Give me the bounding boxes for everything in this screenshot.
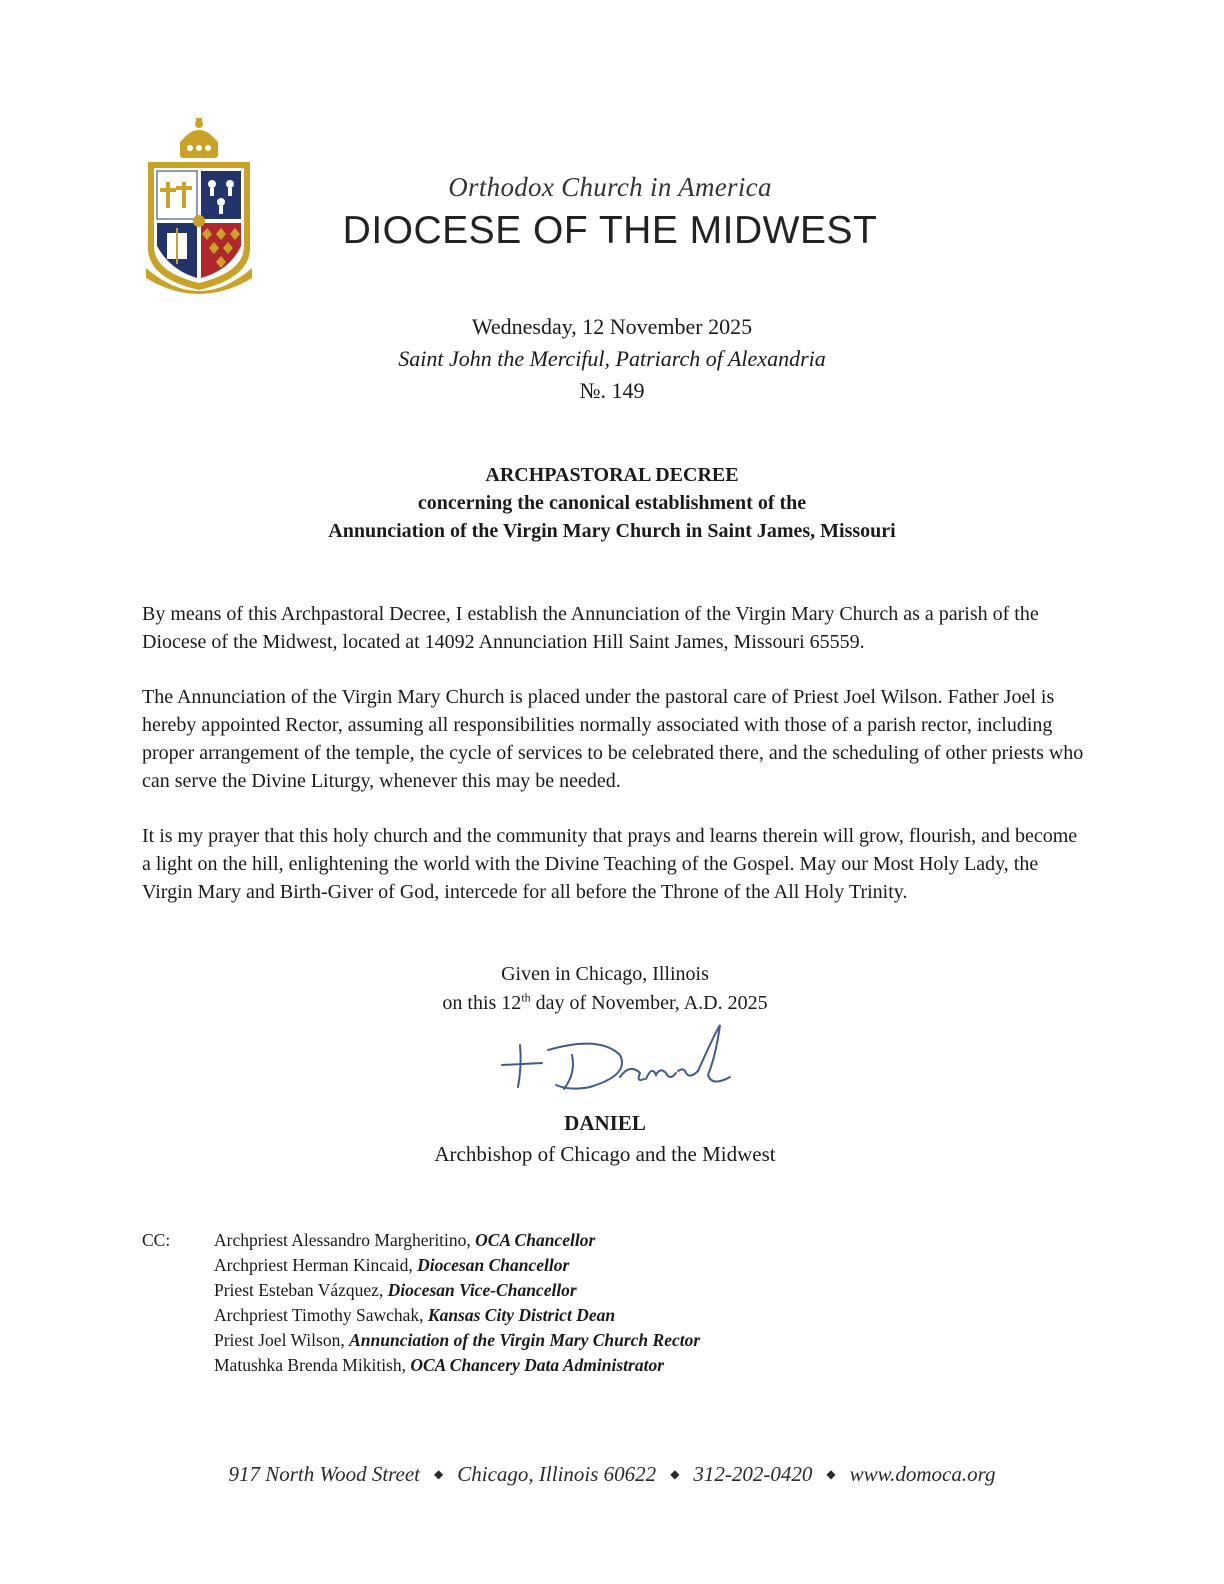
decree-title	[212, 461, 1012, 545]
given-date-suffix: day of November, A.D. 2025	[530, 992, 768, 1014]
paragraph-establishment: By means of this Archpastoral Decree, I establish the Annunciation of the Virgin Mary Church as a parish of the Diocese of the Midwest, located at 14092 Annunciation Hill Saint James, Missouri 65559.	[142, 603, 1039, 653]
letterhead-footer	[150, 1462, 1074, 1487]
cc-recipient-role: Annunciation of the Virgin Mary Church Rector	[349, 1330, 701, 1350]
signer-block	[305, 1108, 905, 1170]
given-block	[305, 960, 905, 1018]
footer-address: 917 North Wood Street	[228, 1462, 421, 1486]
handwritten-signature	[480, 1015, 740, 1105]
letterhead	[330, 172, 890, 253]
decree-subheading-2: Annunciation of the Virgin Mary Church in Saint James, Missouri	[328, 520, 896, 542]
paragraph-appointment: The Annunciation of the Virgin Mary Church is placed under the pastoral care of Priest Joel Wilson. Father Joel is hereby appointed Rector, assuming all responsibilities normally associated with those of a parish rector, including proper arrangement of the temple, the cycle of services to be celebrated there, and the scheduling of other priests who can serve the Divine Liturgy, whenever this may be needed.	[142, 686, 1084, 792]
decree-date: Wednesday, 12 November 2025	[471, 314, 753, 339]
cc-recipient-role: Kansas City District Dean	[427, 1305, 616, 1325]
footer-phone: 312-202-0420	[693, 1462, 813, 1486]
diocese-title: DIOCESE OF THE MIDWEST	[342, 209, 878, 252]
diamond-separator-icon: ◆	[826, 1467, 836, 1481]
dateline	[312, 311, 912, 407]
given-place: Given in Chicago, Illinois	[501, 963, 709, 985]
decree-heading: ARCHPASTORAL DECREE	[485, 464, 739, 486]
cc-label: CC:	[142, 1230, 171, 1250]
cc-recipient-name: Priest Esteban Vázquez,	[214, 1280, 388, 1300]
signer-title: Archbishop of Chicago and the Midwest	[434, 1142, 776, 1166]
signer-name: DANIEL	[564, 1111, 646, 1135]
decree-body	[142, 600, 1087, 933]
cc-recipient-role: Diocesan Vice-Chancellor	[387, 1280, 577, 1300]
cc-recipient-name: Matushka Brenda Mikitish,	[214, 1355, 411, 1375]
given-date-prefix: on this 12	[442, 992, 522, 1014]
cc-recipient	[214, 1328, 934, 1353]
cc-recipient	[214, 1353, 934, 1378]
paragraph-prayer: It is my prayer that this holy church and the community that prays and learns therein will grow, flourish, and become a light on the hill, enlightening the world with the Divine Teaching of the Gospel. May our Most Holy Lady, the Virgin Mary and Birth-Giver of God, intercede for all before the Throne of the All Holy Trinity.	[142, 825, 1078, 903]
given-date-ordinal: th	[521, 990, 531, 1005]
cc-recipient-name: Archpriest Alessandro Margheritino,	[214, 1230, 476, 1250]
diamond-separator-icon: ◆	[434, 1467, 444, 1481]
diamond-separator-icon: ◆	[670, 1467, 680, 1481]
cc-recipient-role: OCA Chancery Data Administrator	[410, 1355, 665, 1375]
cc-list	[214, 1228, 934, 1378]
cc-recipient	[214, 1228, 934, 1253]
decree-subheading-1: concerning the canonical establishment of the	[417, 492, 807, 514]
crown-icon	[180, 118, 218, 158]
given-date	[305, 989, 905, 1018]
cc-recipient-name: Priest Joel Wilson,	[214, 1330, 350, 1350]
footer-city: Chicago, Illinois 60622	[457, 1462, 657, 1486]
cc-recipient-name: Archpriest Timothy Sawchak,	[214, 1305, 428, 1325]
cc-recipient-role: OCA Chancellor	[475, 1230, 596, 1250]
cc-recipient	[214, 1303, 934, 1328]
diocese-crest-icon	[140, 118, 258, 310]
footer-website[interactable]: www.domoca.org	[849, 1462, 996, 1486]
cc-recipient-name: Archpriest Herman Kincaid,	[214, 1255, 418, 1275]
cc-recipient-role: Diocesan Chancellor	[417, 1255, 570, 1275]
cc-recipient	[214, 1253, 934, 1278]
feast-day: Saint John the Merciful, Patriarch of Alexandria	[398, 346, 826, 371]
decree-number: №. 149	[579, 378, 645, 403]
cc-recipient	[214, 1278, 934, 1303]
org-line: Orthodox Church in America	[448, 172, 772, 202]
